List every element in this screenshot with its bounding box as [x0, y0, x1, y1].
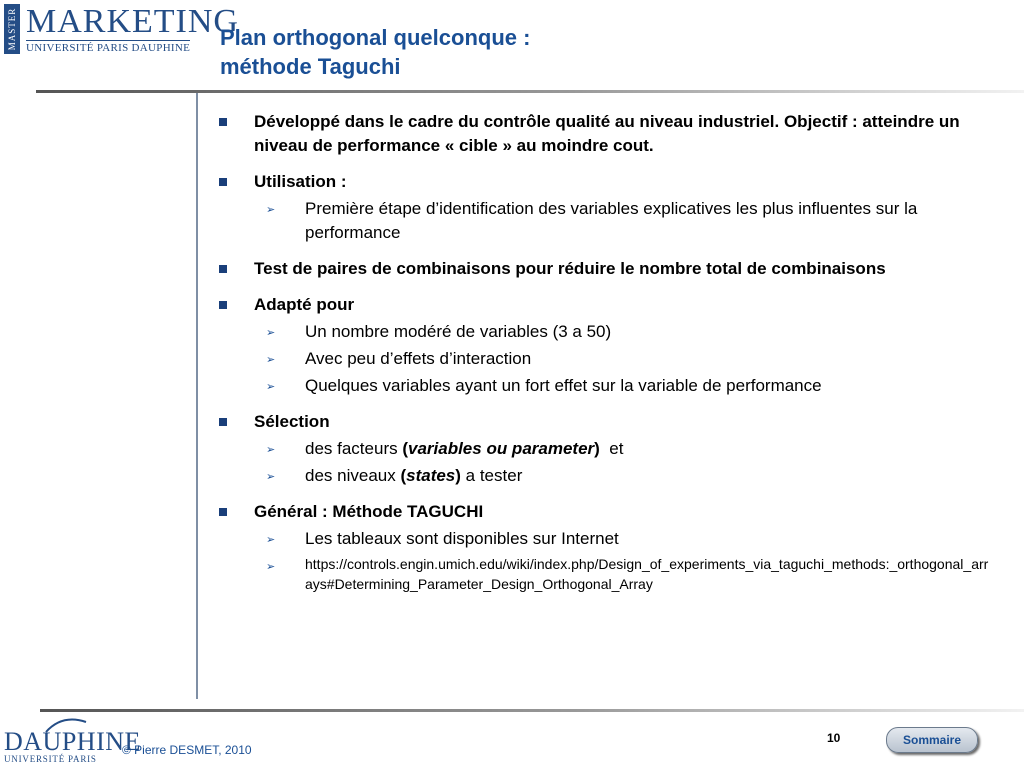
square-bullet-icon [219, 178, 227, 186]
bullet-heading: Sélection [254, 412, 330, 431]
arrow-bullet-icon: ➢ [266, 381, 276, 393]
sub-list [216, 197, 996, 245]
emphasis-text: variables ou parameter [408, 439, 595, 458]
square-bullet-icon [219, 265, 227, 273]
copyright-text: © Pierre DESMET, 2010 [122, 743, 252, 757]
header-divider [36, 90, 1024, 93]
sub-item [216, 197, 996, 245]
master-marketing-logo [4, 3, 239, 54]
sub-item-text [267, 437, 996, 461]
bullet-text: Test de paires de combinaisons pour réduire le nombre total de combinaisons [254, 259, 886, 278]
sub-list [216, 527, 996, 594]
sub-item-text: Les tableaux sont disponibles sur Internet [305, 529, 619, 548]
left-margin-divider [196, 93, 198, 699]
bullet-item-adapte [216, 293, 996, 398]
sommaire-button[interactable]: Sommaire [886, 727, 978, 753]
sub-item [216, 437, 996, 461]
close-paren: ) [594, 439, 600, 458]
bullet-item-utilisation [216, 170, 996, 245]
open-paren: ( [400, 466, 407, 485]
sub-item-text [267, 464, 996, 488]
sub-item [216, 527, 996, 551]
dauphine-logo [4, 716, 141, 764]
sub-list [216, 437, 996, 488]
taguchi-url-link[interactable]: https://controls.engin.umich.edu/wiki/index.php/Design_of_experiments_via_taguchi_methods:_orthogonal_arrays#Determining_Parameter_Design_Orthogonal_Array [305, 556, 989, 592]
arrow-bullet-icon: ➢ [266, 204, 276, 216]
footer-divider [40, 709, 1024, 712]
master-label-box [4, 4, 20, 54]
bullet-item-developpe [216, 110, 996, 158]
bullet-heading: Utilisation : [254, 172, 347, 191]
bullet-item-general [216, 500, 996, 594]
square-bullet-icon [219, 118, 227, 126]
open-paren: ( [402, 439, 408, 458]
slide-title-line-1: Plan orthogonal quelconque : [220, 25, 531, 50]
bullet-item-test-paires [216, 257, 996, 281]
close-paren: ) [455, 466, 461, 485]
bullet-item-selection [216, 410, 996, 488]
arrow-bullet-icon: ➢ [266, 327, 276, 339]
sub-item-text: Première étape d’identification des variables explicatives les plus influentes sur la performance [305, 199, 918, 242]
sub-item-text: Quelques variables ayant un fort effet sur la variable de performance [305, 376, 822, 395]
arrow-bullet-icon: ➢ [266, 444, 276, 456]
sub-item-prefix: des niveaux [305, 466, 401, 485]
emphasis-text: states [406, 466, 456, 485]
slide-title [220, 23, 530, 81]
sub-item-suffix: et [599, 439, 624, 458]
sub-item [216, 554, 996, 594]
logo-wordmark: MARKETING [26, 3, 239, 40]
arrow-bullet-icon: ➢ [266, 354, 276, 366]
arrow-bullet-icon: ➢ [266, 471, 276, 483]
bullet-heading: Adapté pour [254, 295, 355, 314]
dauphine-wordmark: DAUPHINE [4, 727, 141, 756]
dauphine-subtitle: UNIVERSITÉ PARIS [4, 754, 97, 764]
logo-rule [26, 40, 190, 41]
bullet-text: Développé dans le cadre du contrôle qualité au niveau industriel. Objectif : atteindre un niveau de performance « cible » au moindre cout. [254, 112, 960, 155]
sub-item [216, 347, 996, 371]
sub-item-text: Un nombre modéré de variables (3 a 50) [305, 322, 612, 341]
page-number: 10 [827, 731, 841, 745]
bullet-heading: Général : Méthode TAGUCHI [254, 502, 484, 521]
sub-item [216, 464, 996, 488]
square-bullet-icon [219, 418, 227, 426]
square-bullet-icon [219, 508, 227, 516]
slide-body [216, 110, 996, 606]
sub-item-suffix: a tester [460, 466, 523, 485]
sub-item-text: Avec peu d’effets d’interaction [305, 349, 532, 368]
arrow-bullet-icon: ➢ [266, 561, 276, 573]
master-label: MASTER [7, 7, 17, 51]
sub-item [216, 374, 996, 398]
logo-subtitle: UNIVERSITÉ PARIS DAUPHINE [26, 42, 191, 54]
sub-item [216, 320, 996, 344]
sub-item-prefix: des facteurs [305, 439, 403, 458]
sub-list [216, 320, 996, 398]
slide-title-line-2: méthode Taguchi [220, 54, 401, 79]
arrow-bullet-icon: ➢ [266, 534, 276, 546]
square-bullet-icon [219, 301, 227, 309]
